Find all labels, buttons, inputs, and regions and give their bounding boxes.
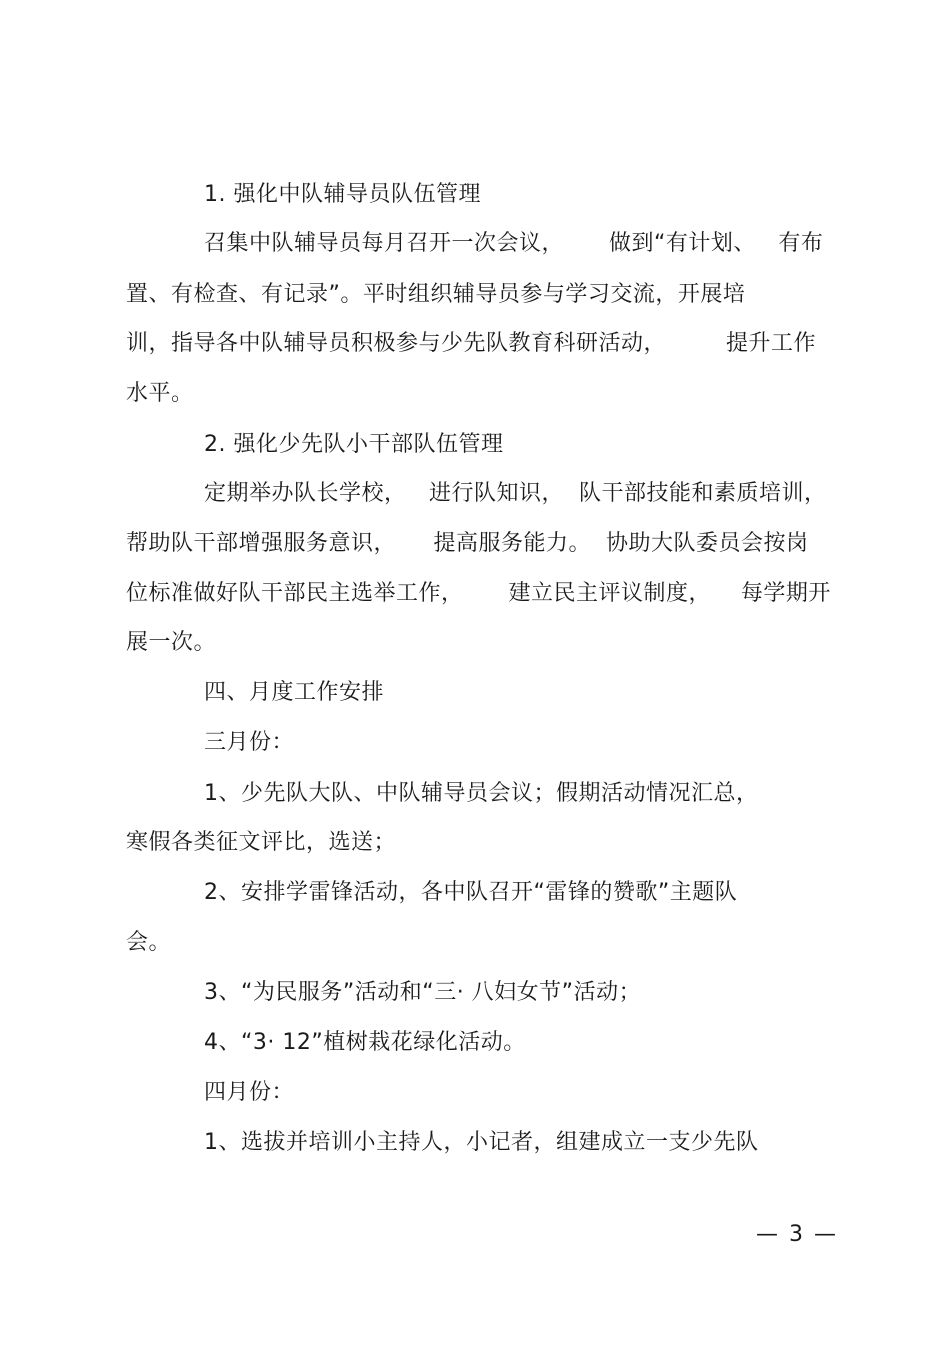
- paragraph-line: 置、有检查、有记录”。平时组织辅导员参与学习交流，开展培: [126, 282, 746, 307]
- list-item: 4、“3· 12”植树栽花绿化活动。: [204, 1030, 526, 1055]
- heading-1: 1. 强化中队辅导员队伍管理: [204, 182, 481, 207]
- list-item: 1、选拔并培训小主持人，小记者，组建成立一支少先队: [204, 1130, 759, 1155]
- month-heading: 四月份：: [204, 1080, 295, 1105]
- paragraph-line: 定期举办队长学校， 进行队知识， 队干部技能和素质培训，: [204, 481, 827, 506]
- list-item-continuation: 寒假各类征文评比，选送；: [126, 830, 397, 855]
- paragraph-line: 训，指导各中队辅导员积极参与少先队教育科研活动， 提升工作: [126, 331, 816, 356]
- list-item-continuation: 会。: [126, 930, 172, 955]
- paragraph-line: 水平。: [126, 381, 194, 406]
- list-item: 1、少先队大队、中队辅导员会议；假期活动情况汇总，: [204, 781, 759, 806]
- heading-2: 2. 强化少先队小干部队伍管理: [204, 432, 504, 457]
- paragraph-line: 召集中队辅导员每月召开一次会议， 做到“有计划、 有布: [204, 231, 824, 256]
- month-heading: 三月份：: [204, 730, 295, 755]
- paragraph-line: 位标准做好队干部民主选举工作， 建立民主评议制度， 每学期开: [126, 581, 831, 606]
- paragraph-line: 帮助队干部增强服务意识， 提高服务能力。 协助大队委员会按岗: [126, 531, 809, 556]
- list-item: 2、安排学雷锋活动，各中队召开“雷锋的赞歌”主题队: [204, 880, 738, 905]
- list-item: 3、“为民服务”活动和“三· 八妇女节”活动；: [204, 980, 642, 1005]
- page-number: — 3 —: [756, 1222, 838, 1247]
- section-heading: 四、月度工作安排: [204, 680, 385, 705]
- paragraph-line: 展一次。: [126, 630, 217, 655]
